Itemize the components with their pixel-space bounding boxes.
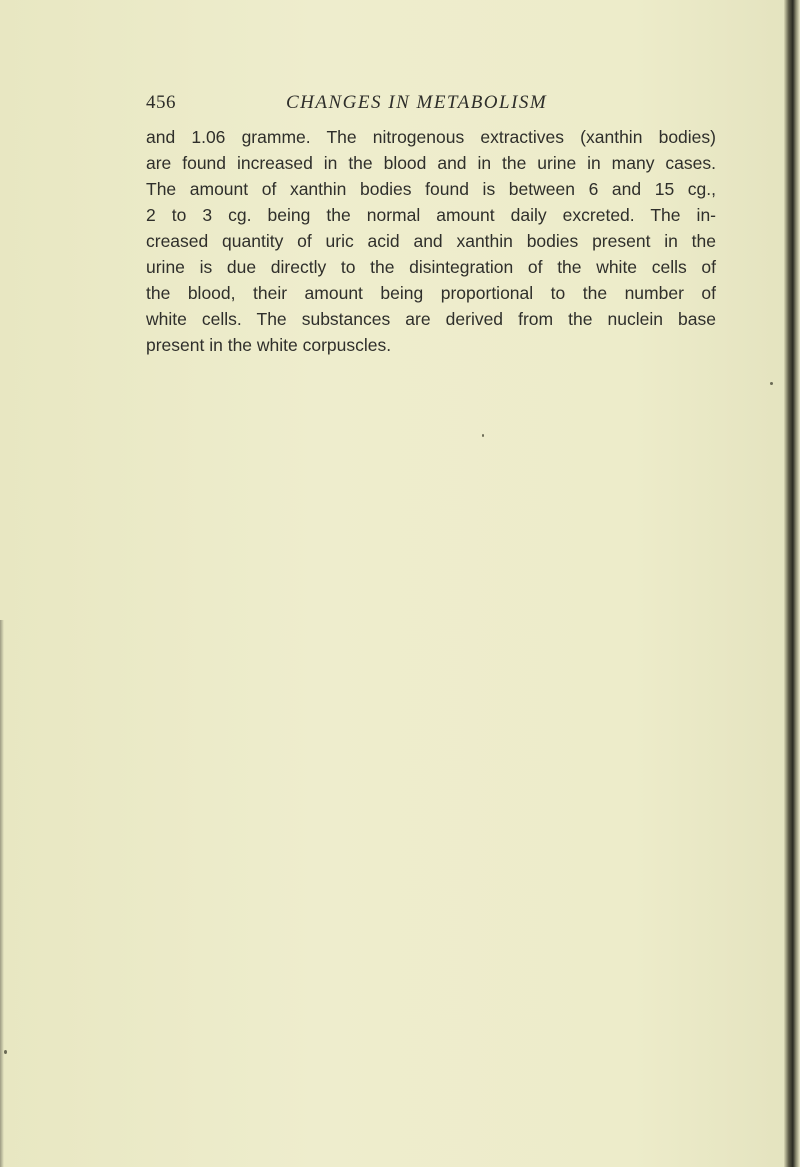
running-title: CHANGES IN METABOLISM (286, 92, 548, 113)
paper-speck (4, 1050, 7, 1054)
paragraph-line: 2 to 3 cg. being the normal amount daily excreted. The in- (146, 205, 716, 225)
paragraph-line: the blood, their amount being proportional to the number of (146, 283, 716, 303)
left-page-edge (0, 620, 4, 1167)
paper-speck (770, 382, 773, 385)
running-head (146, 92, 746, 120)
paragraph-line: and 1.06 gramme. The nitrogenous extractives (xanthin bodies) (146, 127, 716, 147)
paragraph-line: urine is due directly to the disintegration of the white cells of (146, 257, 716, 277)
page-number: 456 (146, 92, 176, 113)
paragraph-line: The amount of xanthin bodies found is between 6 and 15 cg., (146, 179, 716, 199)
page-edge-shadow (784, 0, 800, 1167)
body-paragraph (146, 124, 716, 358)
paper-speck (482, 434, 484, 437)
paragraph-line: present in the white corpuscles. (146, 335, 392, 355)
paragraph-line: creased quantity of uric acid and xanthin bodies present in the (146, 231, 716, 251)
paragraph-line: are found increased in the blood and in the urine in many cases. (146, 153, 716, 173)
paragraph-line: white cells. The substances are derived from the nuclein base (146, 309, 716, 329)
